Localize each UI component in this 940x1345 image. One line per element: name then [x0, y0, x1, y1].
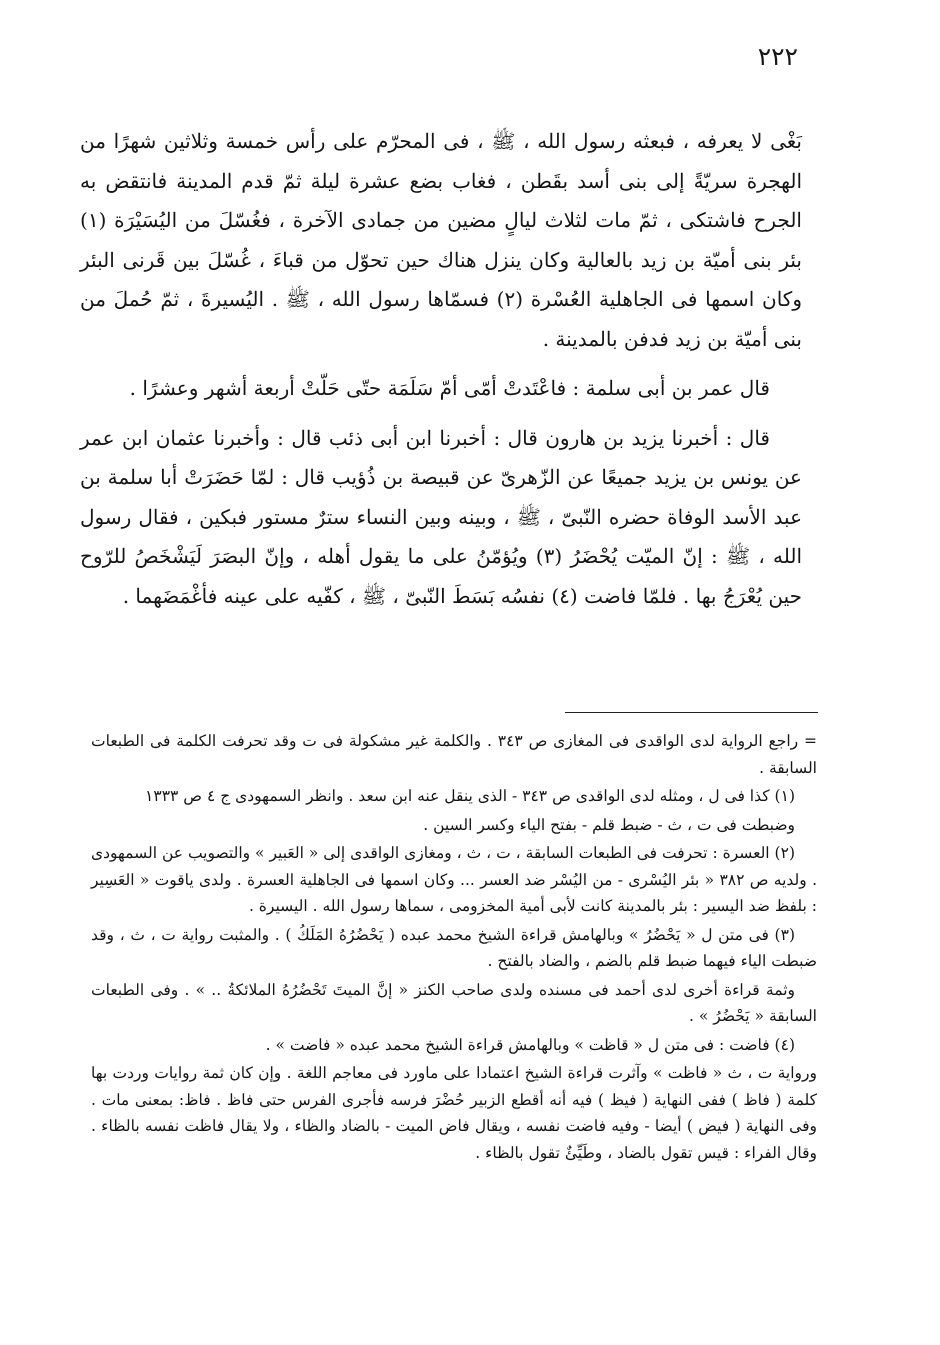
- footnote-continued: = راجع الرواية لدى الواقدى فى المغازى ص ٣٤٣ . والكلمة غير مشكولة فى ت وقد تحرفت الكلمة فى الطبعات السابقة .: [91, 732, 817, 777]
- paragraph-2: قال عمر بن أبى سلمة : فاعْتَدتْ أمّى أمّ سَلَمَة حتّى حَلّتْ أربعة أشهر وعشرًا .: [129, 376, 770, 400]
- footnote-2: (٢) العسرة : تحرفت فى الطبعات السابقة ، ت ، ث ، ومغازى الواقدى إلى « العَبير » والتصويب عن السمهودى . ولديه ص ٣٨٢ « بئر اليُسْرى - من اليُسْر ضد العسر ... وكان اسمها فى الجاهلية العسرة . ولدى ياقوت « العَسِير : بلفظ ضد اليسير : بئر بالمدينة كانت لأبى أمية المخزومى ، سماها رسول الله . اليسيرة .: [91, 844, 817, 915]
- footnotes: [91, 728, 817, 1168]
- footnote-3: (٣) فى متن ل « يَحْضُرُ » وبالهامش قراءة الشيخ محمد عبده ( يَحْضُرُهُ المَلَكُ ) . والمثبت رواية ت ، ث ، وقد ضبطت الياء فيهما ضبط قلم بالضم ، والضاد بالفتح .: [91, 925, 817, 970]
- footnote-1: (١) كذا فى ل ، ومثله لدى الواقدى ص ٣٤٣ - الذى ينقل عنه ابن سعد . وانظر السمهودى ج ٤ ص ١٣٣٣: [145, 787, 795, 805]
- paragraph-3: قال : أخبرنا يزيد بن هارون قال : أخبرنا ابن أبى ذئب قال : وأخبرنا عثمان ابن عمر عن يونس بن يزيد جميعًا عن الزّهرىّ عن قبيصة بن ذُؤيب قال : لمّا حَضَرَتْ أبا سلمة بن عبد الأسد الوفاة حضره النّبىّ ، ﷺ ، وبينه وبين النساء سترٌ مستور فبكين ، فقال رسول الله ، ﷺ : إنّ الميّت يُحْضَرُ (٣) ويُؤمّنُ على ما يقول أهله ، وإنّ البصَرَ لَيَشْخَصُ للرّوح حين يُعْرَجُ بها . فلمّا فاضت (٤) نفسُه بَسَطَ النّبىّ ، ﷺ ، كفّيه على عينه فأغْمَضَهما .: [80, 425, 803, 608]
- footnote-4-cont: ورواية ت ، ث « فاظت » وآثرت قراءة الشيخ اعتمادا على ماورد فى معاجم اللغة . وإن كان ثمة روايات وردت بها كلمة ( فاظ ) ففى النهاية ( فيظ ) فيه أنه أقطع الزبير حُضْرَ فرسه فأجرى الفرس حتى فاظ . فاظ: بمعنى مات . وفى النهاية ( فيض ) أيضا - وفيه فاضت نفسه ، ويقال فاض الميت - بالضاد والظاء ، ولا يقال فاظت نفسه بالظاء . وقال الفراء : قيس تقول بالضاد ، وطَيِّئٌ تقول بالظاء .: [91, 1064, 817, 1162]
- paragraph-1: بَغْى لا يعرفه ، فبعثه رسول الله ، ﷺ ، فى المحرّم على رأس خمسة وثلاثين شهرًا من الهجرة سريّةً إلى بنى أسد بقَطن ، فغاب بضع عشرة ليلة ثمّ قدم المدينة فانتقض به الجرح فاشتكى ، ثمّ مات لثلاث ليالٍ مضين من جمادى الآخرة ، فغُسّلَ من اليُسَيْرَة (١) بئر بنى أميّة بن زيد بالعالية وكان ينزل هناك حين تحوّل من قباءَ ، غُسّلَ بين قَرنى البئر وكان اسمها فى الجاهلية العُسْرة (٢) فسمّاها رسول الله ، ﷺ . اليُسيرةَ ، ثمّ حُملَ من بنى أميّة بن زيد فدفن بالمدينة .: [80, 129, 802, 351]
- footnote-separator: [565, 712, 818, 713]
- footnote-4: (٤) فاضت : فى متن ل « قاظت » وبالهامش قراءة الشيخ محمد عبده « فاضت » .: [265, 1035, 795, 1054]
- page-number: ٢٢٢: [757, 42, 798, 71]
- footnote-3-cont: وثمة قراءة أخرى لدى أحمد فى مسنده ولدى صاحب الكنز « إنَّ الميتَ تَحْضُرُهُ الملائكةُ .. » . وفى الطبعات السابقة « يَحْضُرُ » .: [91, 980, 817, 1025]
- footnote-1-cont: وضبطت فى ت ، ث - ضبط قلم - بفتح الياء وكسر السين .: [423, 815, 795, 834]
- main-text: [80, 122, 802, 626]
